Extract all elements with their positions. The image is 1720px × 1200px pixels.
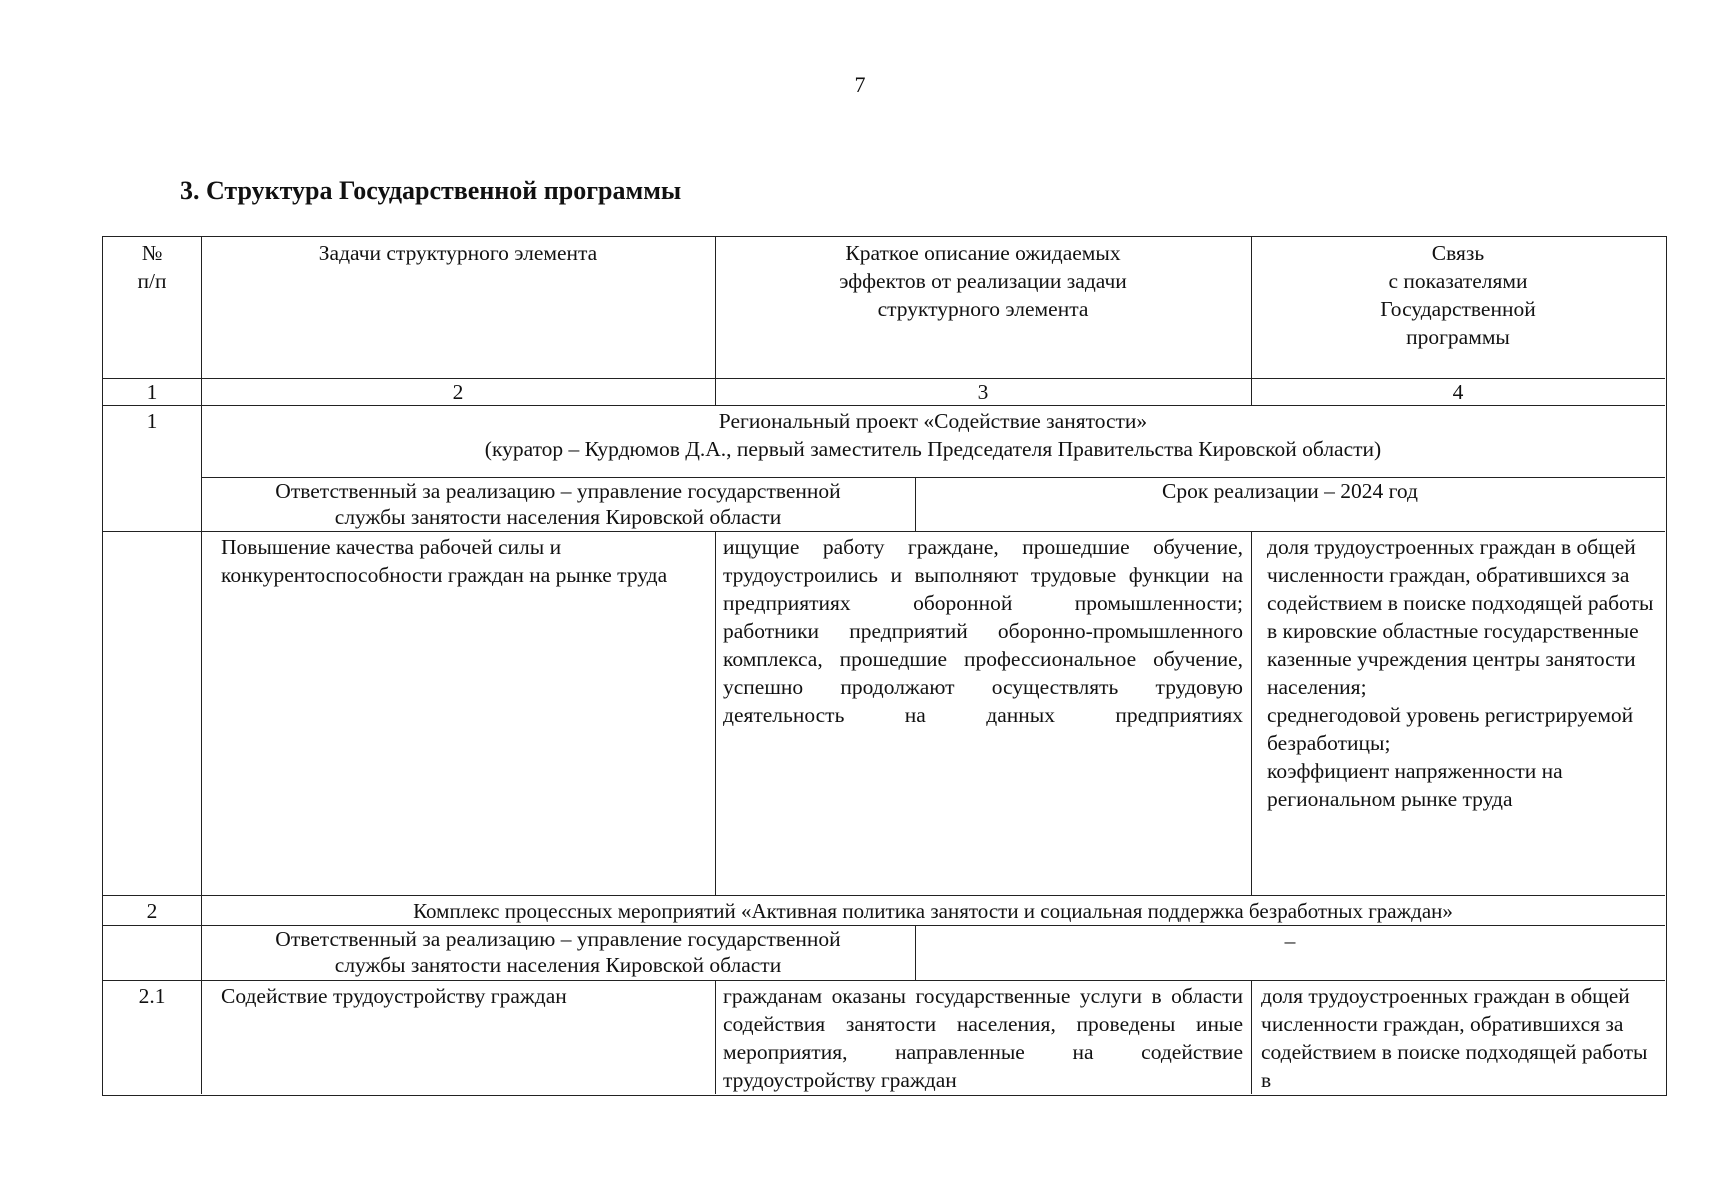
section-1-responsible: Ответственный за реализацию – управление государственной службы занятости населения Кировской области xyxy=(275,479,841,529)
row-2-1-indicators: доля трудоустроенных граждан в общей численности граждан, обратившихся за содействием в поиске подходящей работы в xyxy=(1261,984,1648,1092)
section-2-term: – xyxy=(1284,929,1296,953)
section-1-term: Срок реализации – 2024 год xyxy=(1162,479,1418,503)
page-number: 7 xyxy=(854,72,866,97)
header-tasks: Задачи структурного элемента xyxy=(318,241,598,265)
section-title: 3. Структура Государственной программы xyxy=(180,176,682,205)
header-num: № п/п xyxy=(137,241,167,293)
column-number: 2 xyxy=(452,380,464,404)
section-2-title: Комплекс процессных мероприятий «Активная политика занятости и социальная поддержка безработных граждан» xyxy=(413,899,1453,923)
section-2-responsible: Ответственный за реализацию – управление государственной службы занятости населения Кировской области xyxy=(275,927,841,977)
column-number: 1 xyxy=(146,380,158,404)
section-1-indicators: доля трудоустроенных граждан в общей численности граждан, обратившихся за содействием в поиске подходящей работы в кировские областные государственные казенные учреждения центры занятости населения; среднегодовой уровень регистрируемой безработицы; коэффициент напряженности на региональном рынке труда xyxy=(1267,535,1654,811)
row-2-1-number: 2.1 xyxy=(138,984,166,1008)
header-effects: Краткое описание ожидаемых эффектов от реализации задачи структурного элемента xyxy=(839,241,1127,321)
column-number: 3 xyxy=(977,380,989,404)
section-1-number: 1 xyxy=(146,409,158,433)
column-number: 4 xyxy=(1452,380,1464,404)
program-structure-table xyxy=(102,236,1667,1096)
section-1-title: Региональный проект «Содействие занятости» (куратор – Курдюмов Д.А., первый заместитель Председателя Правительства Кировской области) xyxy=(484,409,1382,461)
section-1-effect: ищущие работу граждане, прошедшие обучение, трудоустроились и выполняют трудовые функции на предприятиях оборонной промышленности; работники предприятий оборонно-промышленного комплекса, прошедшие профессиональное обучение, успешно продолжают осуществлять трудовую деятельность на данных предприятиях xyxy=(723,535,1243,727)
section-1-task: Повышение качества рабочей силы и конкурентоспособности граждан на рынке труда xyxy=(221,535,668,587)
section-2-number: 2 xyxy=(146,899,158,923)
row-2-1-effect: гражданам оказаны государственные услуги в области содействия занятости населения, проведены иные мероприятия, направленные на содействие трудоустройству граждан xyxy=(723,984,1243,1092)
header-indicators: Связь с показателями Государственной программы xyxy=(1380,241,1536,349)
row-2-1-task: Содействие трудоустройству граждан xyxy=(221,984,567,1008)
